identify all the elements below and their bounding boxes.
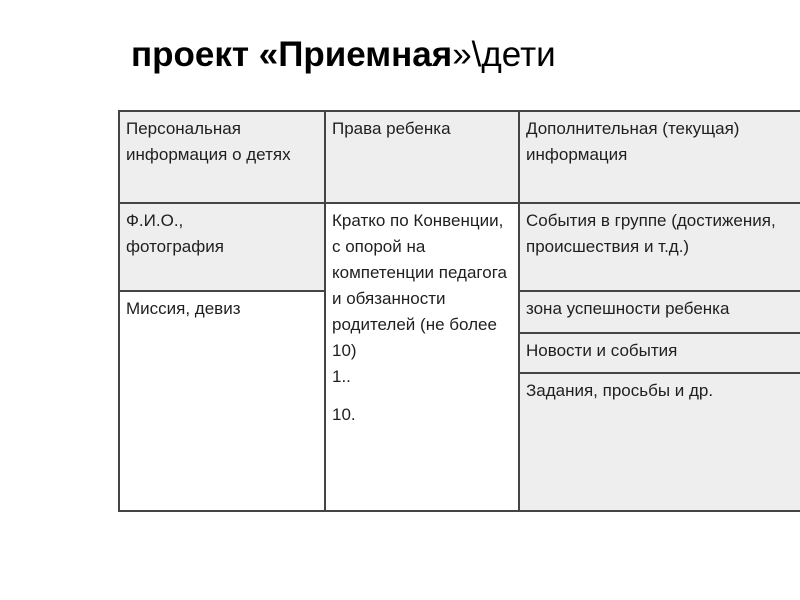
table-row bbox=[119, 203, 800, 291]
title-normal-part: »\дети bbox=[452, 35, 556, 74]
header-cell-child-rights: Права ребенка bbox=[325, 111, 519, 203]
cell-success-zone: зона успешности ребенка bbox=[519, 291, 800, 333]
cell-group-events: События в группе (достижения, происшествия и т.д.) bbox=[519, 203, 800, 291]
fio-text: Ф.И.О., bbox=[126, 211, 184, 230]
table-header-row bbox=[119, 111, 800, 203]
cell-fio-photo bbox=[119, 203, 325, 291]
rights-gap bbox=[332, 390, 512, 402]
title-bold-part: проект «Приемная bbox=[131, 35, 453, 74]
cell-rights-description bbox=[325, 203, 519, 511]
rights-item-last: 10. bbox=[332, 405, 356, 424]
header-cell-additional-info: Дополнительная (текущая) информация bbox=[519, 111, 800, 203]
page-title bbox=[131, 34, 556, 76]
cell-mission: Миссия, девиз bbox=[119, 291, 325, 511]
header-cell-personal-info: Персональная информация о детях bbox=[119, 111, 325, 203]
cell-news: Новости и события bbox=[519, 333, 800, 373]
rights-description-text: Кратко по Конвенции, с опорой на компетенции педагога и обязанности родителей (не более 10) bbox=[332, 211, 507, 360]
info-table bbox=[118, 110, 800, 512]
cell-tasks: Задания, просьбы и др. bbox=[519, 373, 800, 511]
photo-text: фотография bbox=[126, 237, 224, 256]
rights-item-first: 1.. bbox=[332, 367, 351, 386]
